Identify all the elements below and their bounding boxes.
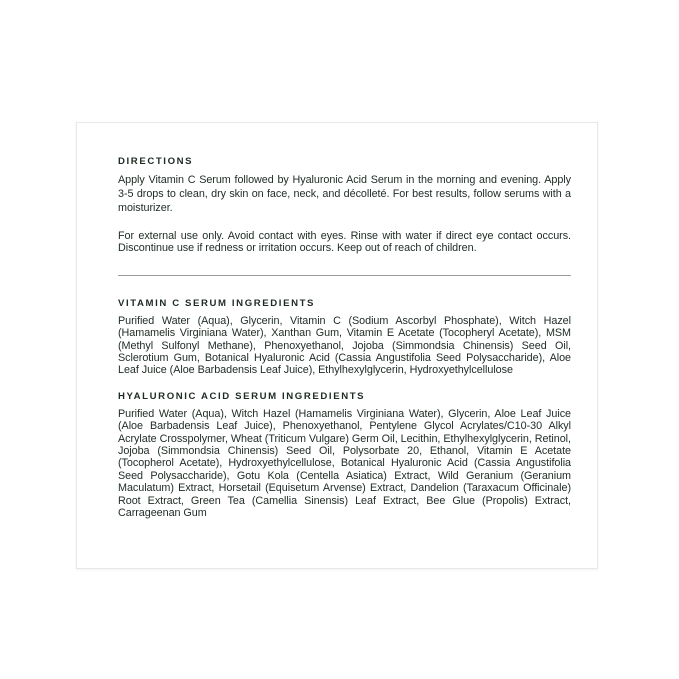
vitamin-c-ingredients-text: Purified Water (Aqua), Glycerin, Vitamin C (Sodium Ascorbyl Phosphate), Witch Hazel (Hamamelis Virginiana Water), Xanthan Gum, Vitamin E Acetate (Tocopheryl Acetate), MSM (Methyl Sulfonyl Methane), Phenoxyethanol, Jojoba (Simmondsia Chinensis) Seed Oil, Sclerotium Gum, Botanical Hyaluronic Acid (Cassia Angustifolia Seed Polysaccharide), Aloe Leaf Juice (Aloe Barbadensis Leaf Juice), Ethylhexylglycerin, Hydroxyethylcellulose [118,314,571,377]
label-card [76,122,598,569]
vitamin-c-ingredients-section [118,298,571,377]
directions-section [118,156,571,255]
directions-text: Apply Vitamin C Serum followed by Hyaluronic Acid Serum in the morning and evening. Apply 3-5 drops to clean, dry skin on face, neck, and décolleté. For best results, follow serums with a moisturizer. [118,174,571,214]
section-divider [118,275,571,276]
hyaluronic-ingredients-text: Purified Water (Aqua), Witch Hazel (Hamamelis Virginiana Water), Glycerin, Aloe Leaf Juice (Aloe Barbadensis Leaf Juice), Phenoxyethanol, Pentylene Glycol Acrylates/C10-30 Alkyl Acrylate Crosspolymer, Wheat (Triticum Vulgare) Germ Oil, Lecithin, Ethylhexylglycerin, Retinol, Jojoba (Simmondsia Chinensis) Seed Oil, Polysorbate 20, Ethanol, Vitamin E Acetate (Tocopherol Acetate), Hydroxyethylcellulose, Botanical Hyaluronic Acid (Cassia Angustifolia Seed Polysaccharide), Gotu Kola (Centella Asiatica) Extract, Wild Geranium (Geranium Maculatum) Extract, Horsetail (Equisetum Arvense) Extract, Dandelion (Taraxacum Officinale) Root Extract, Green Tea (Camellia Sinensis) Leaf Extract, Bee Glue (Propolis) Extract, Carrageenan Gum [118,407,571,520]
warning-text: For external use only. Avoid contact with eyes. Rinse with water if direct eye contact occurs. Discontinue use if redness or irritation occurs. Keep out of reach of children. [118,230,571,255]
hyaluronic-ingredients-section [118,391,571,520]
directions-heading: DIRECTIONS [118,156,194,167]
hyaluronic-ingredients-heading: HYALURONIC ACID SERUM INGREDIENTS [118,390,366,402]
vitamin-c-ingredients-heading: VITAMIN C SERUM INGREDIENTS [118,297,316,309]
